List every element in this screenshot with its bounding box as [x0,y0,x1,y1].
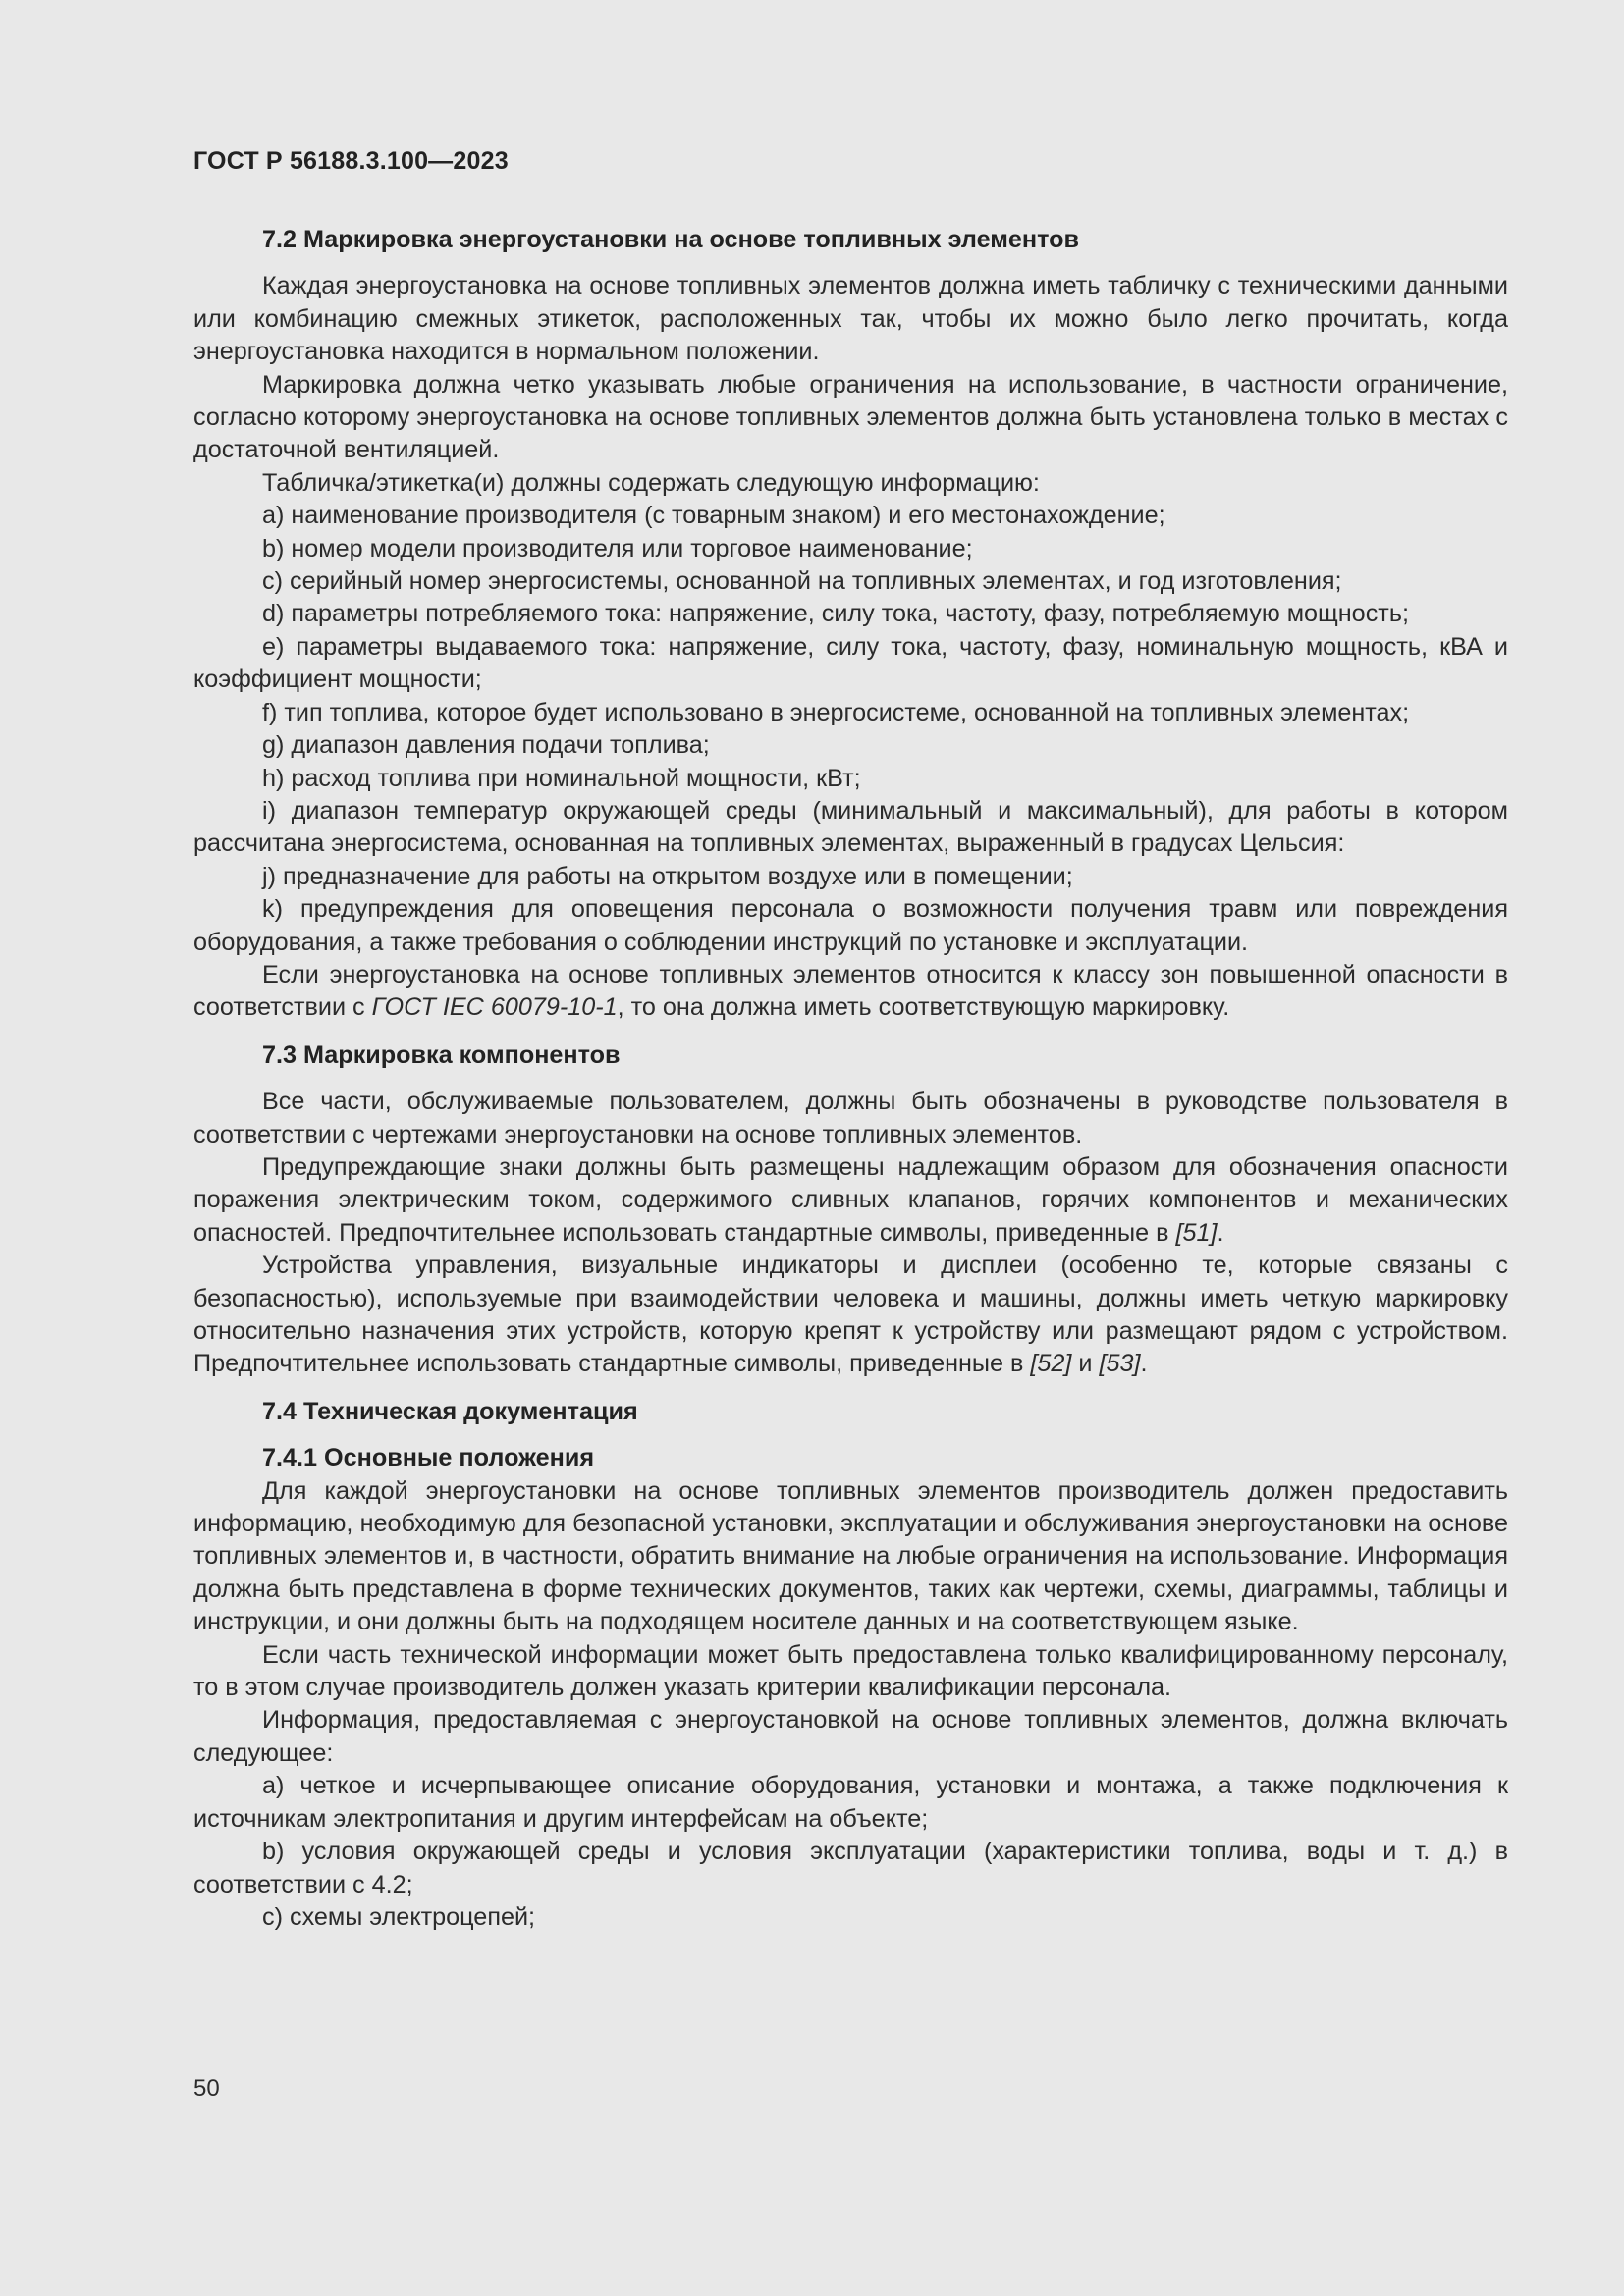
section-7-3-paragraph-3-text-b: . [1140,1350,1148,1378]
list-item-7-2-h: h) расход топлива при номинальной мощности, кВт; [262,764,861,792]
list-item-7-2-i: i) диапазон температур окружающей среды (минимальный и максимальный), для работы в котором рассчитана энергосистема, основанная на топливных элементах, выраженный в градусах Цельсия: [193,796,1508,858]
section-7-2-paragraph-3: Табличка/этикетка(и) должны содержать следующую информацию: [262,468,1040,497]
section-7-3-paragraph-2 [193,1151,1508,1250]
section-7-2-paragraph-4-text-b: , то она должна иметь соответствующую маркировку. [617,993,1230,1022]
section-7-2-heading: 7.2 Маркировка энергоустановки на основе топливных элементов [262,226,1079,253]
section-7-3-paragraph-2-text-a: Предупреждающие знаки должны быть размещены надлежащим образом для обозначения опасности поражения электрическим током, содержимого сливных клапанов, горячих компонентов и механических опасностей. Предпочтительнее использовать стандартные символы, приведенные в [193,1152,1508,1247]
section-7-3-paragraph-1: Все части, обслуживаемые пользователем, должны быть обозначены в руководстве пользователя в соответствии с чертежами энергоустановки на основе топливных элементов. [193,1088,1508,1148]
section-7-2-paragraph-4 [193,959,1508,1025]
document-body [193,224,1508,1934]
list-item-7-2-j: j) предназначение для работы на открытом воздухе или в помещении; [262,862,1073,890]
section-7-4-1-paragraph-2: Если часть технической информации может быть предоставлена только квалифицированному персоналу, то в этом случае производитель должен указать критерии квалификации персонала. [193,1640,1508,1702]
list-item-7-4-1-b: b) условия окружающей среды и условия эксплуатации (характеристики топлива, воды и т. д.) в соответствии с 4.2; [193,1838,1508,1898]
section-7-4-heading: 7.4 Техническая документация [262,1397,638,1425]
section-7-2-paragraph-4-text-a: Если энергоустановка на основе топливных элементов относится к классу зон повышенной опасности в соответствии с [193,960,1508,1022]
section-7-3-paragraph-2-text-b: . [1217,1218,1224,1247]
section-7-4-1-paragraph-1: Для каждой энергоустановки на основе топливных элементов производитель должен предоставить информацию, необходимую для безопасной установки, эксплуатации и обслуживания энергоустановки на основе топливных элементов и, в частности, обратить внимание на любые ограничения на использование. Информация должна быть представлена в форме технических документов, таких как чертежи, схемы, диаграммы, таблицы и инструкции, и они должны быть на подходящем носителе данных и на соответствующем языке. [193,1476,1508,1636]
section-7-2-paragraph-1: Каждая энергоустановка на основе топливных элементов должна иметь табличку с техническими данными или комбинацию смежных этикеток, расположенных так, чтобы их можно было легко прочитать, когда энергоустановка находится в нормальном положении. [193,272,1508,366]
section-7-3-heading: 7.3 Маркировка компонентов [262,1041,621,1069]
section-7-3-paragraph-3-text-a: Устройства управления, визуальные индикаторы и дисплеи (особенно те, которые связаны с безопасностью), используемые при взаимодействии человека и машины, должны иметь четкую маркировку относительно назначения этих устройств, которую крепят к устройству или размещают рядом с устройством. Предпочтительнее использовать стандартные символы, приведенные в [193,1252,1508,1378]
list-item-7-2-f: f) тип топлива, которое будет использовано в энергосистеме, основанной на топливных элементах; [262,698,1410,726]
bibliography-reference-52: [52] [1030,1350,1072,1378]
page-number: 50 [193,2075,220,2102]
section-7-3-paragraph-3 [193,1250,1508,1381]
standard-reference-link: ГОСТ IEC 60079-10-1 [371,993,618,1022]
list-item-7-2-g: g) диапазон давления подачи топлива; [262,731,710,760]
list-item-7-4-1-c: c) схемы электроцепей; [262,1902,536,1931]
list-item-7-2-e: e) параметры выдаваемого тока: напряжение, силу тока, частоту, фазу, номинальную мощность, кВА и коэффициент мощности; [193,632,1508,694]
list-item-7-2-a: a) наименование производителя (с товарным знаком) и его местонахождение; [262,502,1165,530]
list-item-7-2-b: b) номер модели производителя или торговое наименование; [262,534,973,562]
list-item-7-2-k: k) предупреждения для оповещения персонала о возможности получения травм или повреждения оборудования, а также требования о соблюдении инструкций по установке и эксплуатации. [193,895,1508,956]
section-7-2-paragraph-2: Маркировка должна четко указывать любые ограничения на использование, в частности ограничение, согласно которому энергоустановка на основе топливных элементов должна быть установлена только в местах с достаточной вентиляцией. [193,370,1508,464]
list-item-7-4-1-a: a) четкое и исчерпывающее описание оборудования, установки и монтажа, а также подключения к источникам электропитания и другим интерфейсам на объекте; [193,1772,1508,1833]
bibliography-reference-53: [53] [1099,1350,1141,1378]
bibliography-reference-51: [51] [1175,1218,1218,1247]
section-7-3-paragraph-3-text-mid: и [1071,1350,1100,1378]
list-item-7-2-c: c) серийный номер энергосистемы, основанной на топливных элементах, и год изготовления; [262,567,1342,596]
list-item-7-2-d: d) параметры потребляемого тока: напряжение, силу тока, частоту, фазу, потребляемую мощность; [262,600,1409,628]
section-7-4-1-heading: 7.4.1 Основные положения [262,1444,595,1472]
document-header-title: ГОСТ Р 56188.3.100—2023 [193,147,509,175]
section-7-4-1-paragraph-3: Информация, предоставляемая с энергоустановкой на основе топливных элементов, должна включать следующее: [193,1706,1508,1767]
